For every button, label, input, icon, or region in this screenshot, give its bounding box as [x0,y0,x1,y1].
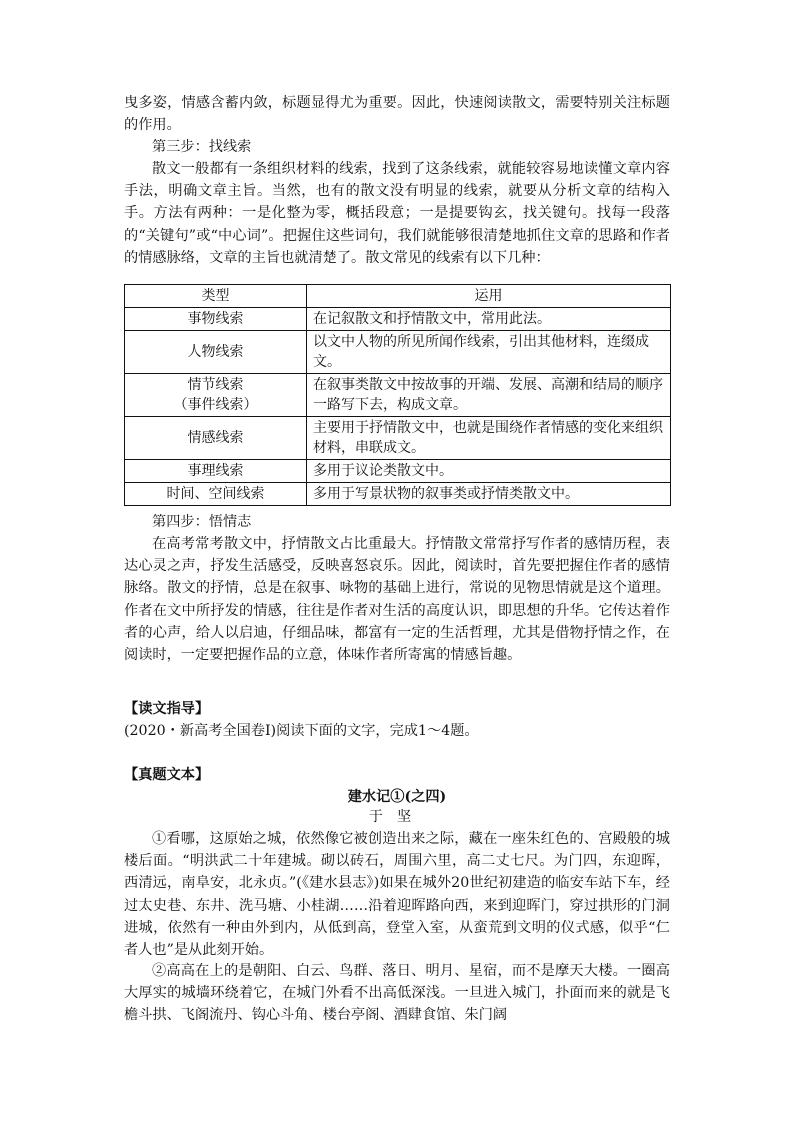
clue-type: 情节线索 （事件线索） [125,374,307,417]
clue-use: 以文中人物的所见所闻作线索，引出其他材料，连缀成文。 [307,331,671,374]
step3-heading: 第三步：找线索 [152,139,252,155]
clue-type: 事理线索 [125,460,307,483]
clue-use: 多用于议论类散文中。 [307,460,671,483]
intro-paragraph: 曳多姿，情感含蓄内敛，标题显得尤为重要。因此，快速阅读散文，需要特别关注标题的作用。 [124,95,670,134]
text-heading: 【真题文本】 [124,767,210,783]
table-header-type: 类型 [125,285,307,308]
table-row [125,331,671,374]
table-row [125,308,671,331]
clue-use: 在记叙散文和抒情散文中，常用此法。 [307,308,671,331]
clue-type: 人物线索 [125,331,307,374]
guide-source: (2020・新高考全国卷Ⅰ)阅读下面的文字，完成1～4题。 [124,723,479,739]
clue-type: 事物线索 [125,308,307,331]
step3-paragraph: 散文一般都有一条组织材料的线索，找到了这条线索，就能较容易地读懂文章内容手法，明确文章主旨。当然，也有的散文没有明显的线索，就要从分析文章的结构入手。方法有两种：一是化整为零，概括段意；一是提要钩玄，找关键句。找每一段落的“关键句”或“中心词”。把握住这些词句，我们就能够很清楚地抓住文章的思路和作者的情感脉络，文章的主旨也就清楚了。散文常见的线索有以下几种： [124,161,670,266]
table-row [125,374,671,417]
clue-use: 在叙事类散文中按故事的开端、发展、高潮和结局的顺序一路写下去，构成文章。 [307,374,671,417]
table-header-use: 运用 [307,285,671,308]
step4-heading: 第四步：悟情志 [152,514,252,530]
table-row [125,483,671,506]
article-title: 建水记①(之四) [347,789,447,805]
table-row [125,460,671,483]
article-paragraph-1: ①看哪，这原始之城，依然像它被创造出来之际，藏在一座朱红色的、宫殿般的城楼后面。“明洪武二十年建城。砌以砖石，周围六里，高二丈七尺。为门四，东迎晖，西清远，南阜安，北永贞。”(《建水县志》)如果在城外20世纪初建造的临安车站下车，经过太史巷、东井、洗马塘、小桂湖……沿着迎晖路向西，来到迎晖门，穿过拱形的门洞进城，依然有一种由外到内，从低到高，登堂入室，从蛮荒到文明的仪式感，似乎“仁者人也”是从此刻开始。 [124,831,670,959]
clue-type: 情感线索 [125,417,307,460]
table-row [125,417,671,460]
article-author: 于坚 [368,809,426,825]
clue-table [124,284,671,506]
clue-type: 时间、空间线索 [125,483,307,506]
table-header-row [125,285,671,308]
step4-paragraph: 在高考常考散文中，抒情散文占比重最大。抒情散文常常抒写作者的感情历程，表达心灵之声，抒发生活感受，反映喜怒哀乐。因此，阅读时，首先要把握住作者的感情脉络。散文的抒情，总是在叙事、咏物的基础上进行，常说的见物思情就是这个道理。作者在文中所抒发的情感，往往是作者对生活的高度认识，即思想的升华。它传达着作者的心声，给人以启迪，仔细品味，都富有一定的生活哲理，尤其是借物抒情之作，在阅读时，一定要把握作品的立意，体味作者所寄寓的情感旨趣。 [124,536,670,664]
clue-use: 主要用于抒情散文中，也就是围绕作者情感的变化来组织材料，串联成文。 [307,417,671,460]
clue-use: 多用于写景状物的叙事类或抒情类散文中。 [307,483,671,506]
guide-heading: 【读文指导】 [124,701,210,717]
article-paragraph-2: ②高高在上的是朝阳、白云、鸟群、落日、明月、星宿，而不是摩天大楼。一圈高大厚实的城墙环绕着它，在城门外看不出高低深浅。一旦进入城门，扑面而来的就是飞檐斗拱、飞阁流丹、钩心斗角、楼台亭阁、酒肆食馆、朱门阔 [124,963,670,1024]
